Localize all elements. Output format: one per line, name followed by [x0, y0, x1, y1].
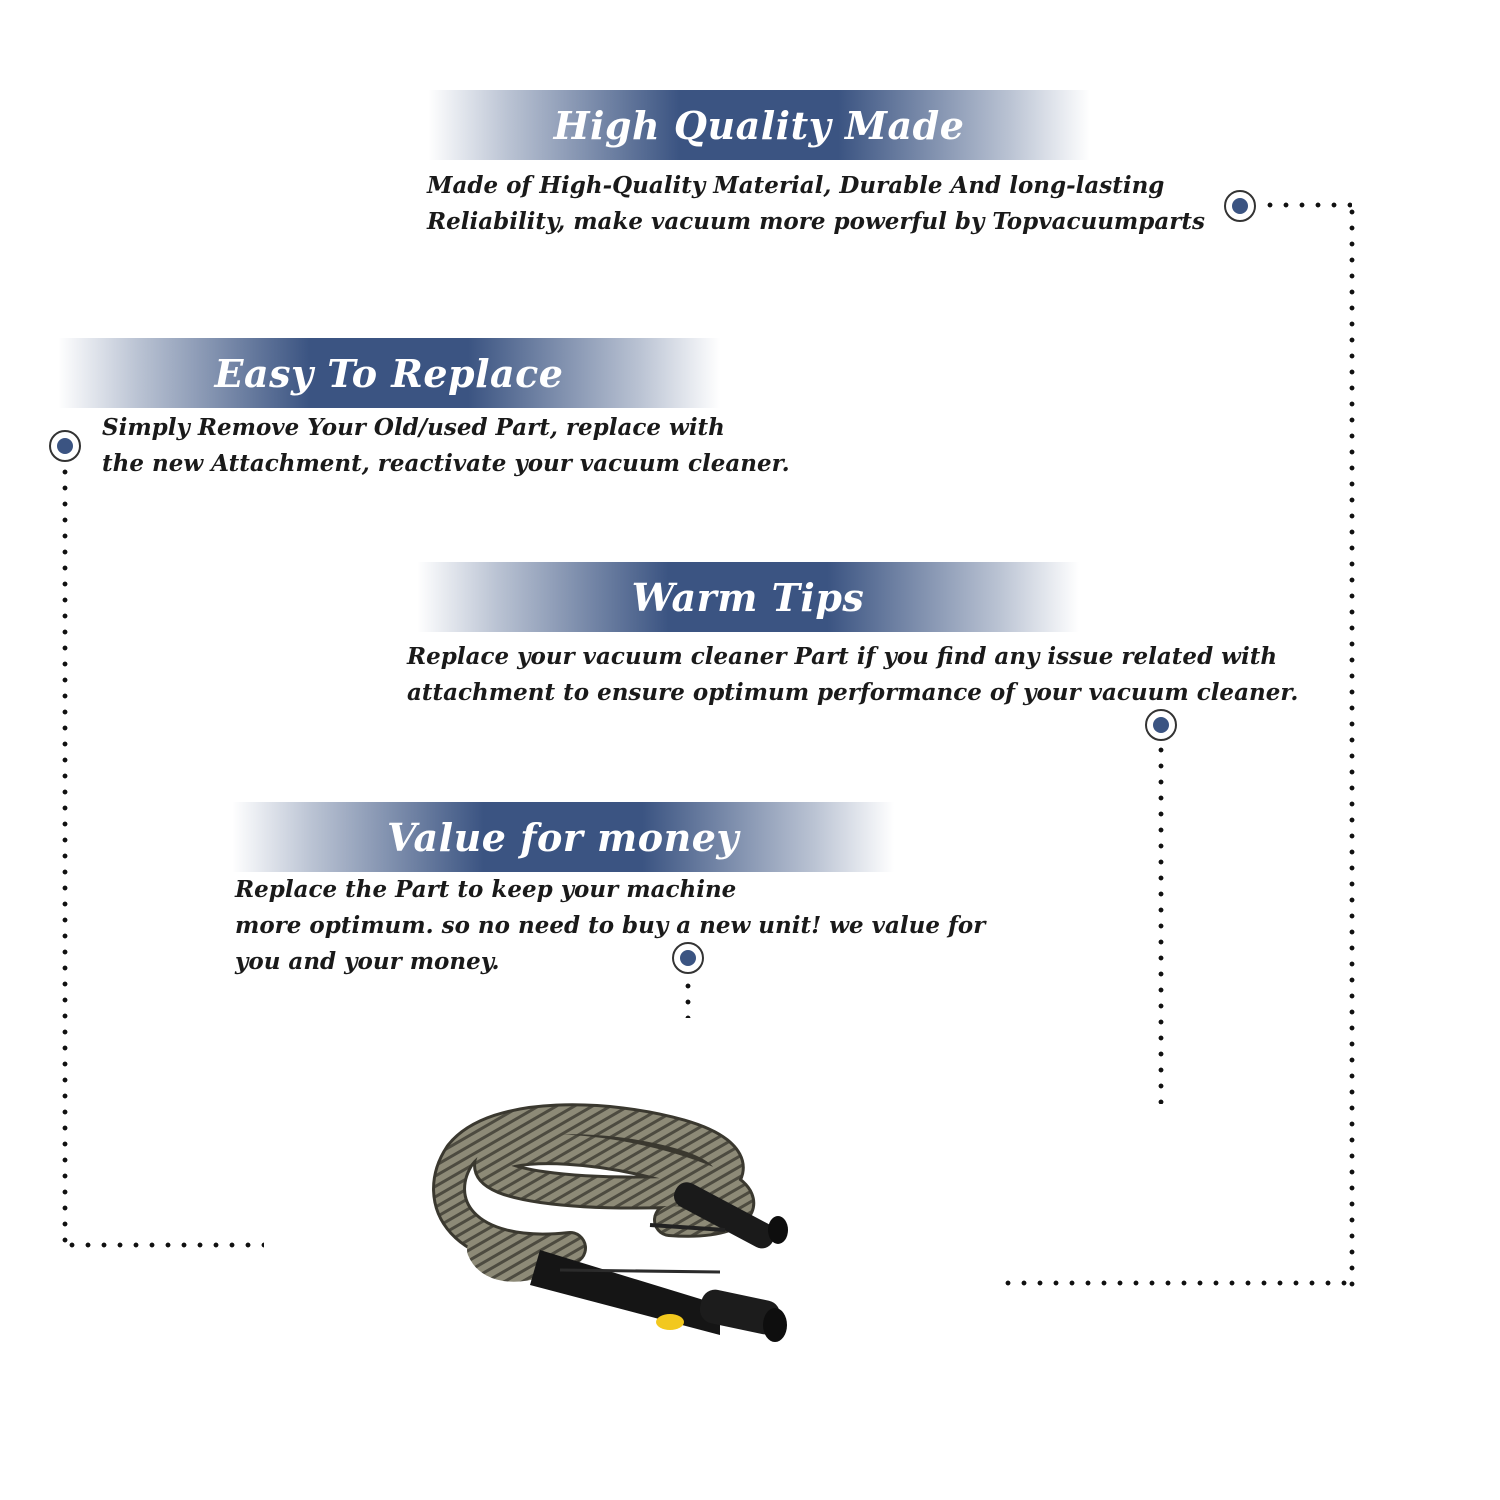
section-description [427, 168, 1205, 240]
description-line: the new Attachment, reactivate your vacuum cleaner. [102, 450, 790, 477]
connector-top-right-horizontal [1262, 202, 1352, 208]
connector-warm-tips-vertical [1158, 742, 1164, 1104]
banner-value-for-money [232, 802, 894, 872]
description-line: Simply Remove Your Old/used Part, replace with [102, 414, 725, 441]
description-line: Reliability, make vacuum more powerful by Topvacuumparts [427, 208, 1205, 235]
description-line: Replace your vacuum cleaner Part if you find any issue related with [407, 643, 1278, 670]
section-title: Warm Tips [631, 574, 865, 620]
banner-warm-tips [417, 562, 1079, 632]
description-line: attachment to ensure optimum performance of your vacuum cleaner. [407, 679, 1299, 706]
section-title: Value for money [387, 814, 739, 860]
connector-right-vertical [1349, 204, 1355, 1288]
description-line: Replace the Part to keep your machine [235, 876, 737, 903]
vacuum-hose-image [420, 1100, 820, 1370]
section-title: Easy To Replace [214, 350, 564, 396]
bullet-marker-icon [1145, 709, 1177, 741]
connector-value-short-vertical [685, 978, 691, 1018]
bullet-marker-icon [1224, 190, 1256, 222]
section-description [407, 639, 1298, 711]
description-line: Made of High-Quality Material, Durable And long-lasting [427, 172, 1165, 199]
description-line: more optimum. so no need to buy a new unit! we value for [235, 912, 986, 939]
banner-easy-to-replace [58, 338, 720, 408]
connector-bottom-right-horizontal [1000, 1280, 1352, 1286]
description-line: you and your money. [235, 948, 500, 975]
section-title: High Quality Made [553, 102, 965, 148]
bullet-marker-icon [672, 942, 704, 974]
section-description [102, 410, 790, 482]
connector-left-vertical [62, 464, 68, 1246]
banner-high-quality-made [428, 90, 1090, 160]
bullet-marker-icon [49, 430, 81, 462]
connector-bottom-left-horizontal [64, 1242, 264, 1248]
section-description [235, 872, 985, 980]
